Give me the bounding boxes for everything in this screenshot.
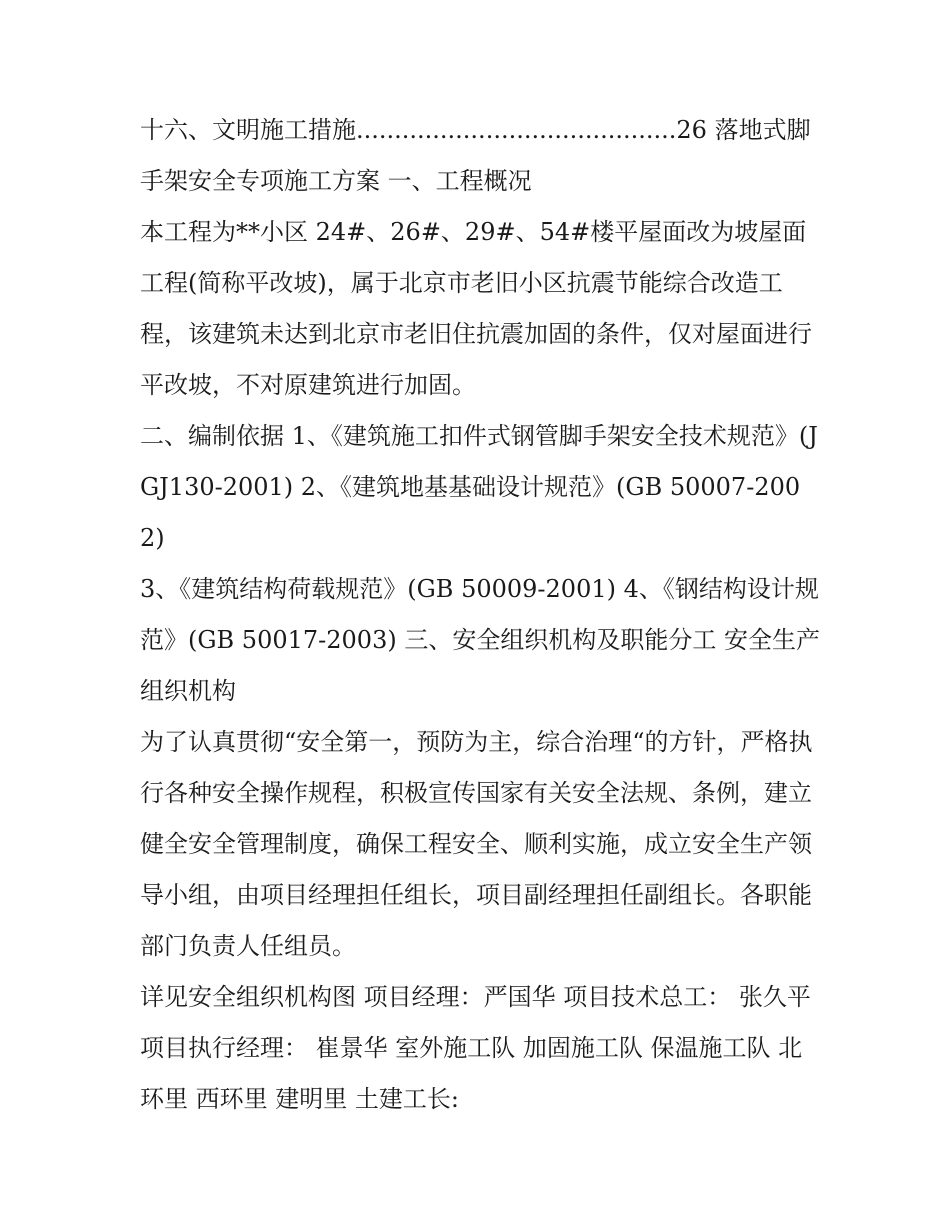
paragraph-org-chart: 详见安全组织机构图 项目经理：严国华 项目技术总工： 张久平 项目执行经理： 崔景华 室外施工队 加固施工队 保温施工队 北环里 西环里 建明里 土建工长: (140, 983, 811, 1113)
paragraph-basis-part-1: 二、编制依据 1、《建筑施工扣件式钢管脚手架安全技术规范》(JGJ130-2001) 2、《建筑地基基础设计规范》(GB 50007-2002) (140, 422, 818, 552)
paragraph-project-overview: 本工程为**小区 24#、26#、29#、54#楼平屋面改为坡屋面工程(简称平改坡)，属于北京市老旧小区抗震节能综合改造工程，该建筑未达到北京市老旧住抗震加固的条件，仅对屋面进行平改坡，不对原建筑进行加固。 (140, 218, 812, 399)
document-body (140, 105, 820, 1125)
paragraph-basis-part-2: 3、《建筑结构荷载规范》(GB 50009-2001) 4、《钢结构设计规范》(GB 50017-2003) 三、安全组织机构及职能分工 安全生产组织机构 (140, 575, 820, 705)
paragraph-safety-policy: 为了认真贯彻“安全第一，预防为主，综合治理“的方针，严格执行各种安全操作规程，积极宣传国家有关安全法规、条例，建立健全安全管理制度，确保工程安全、顺利实施，成立安全生产领导小组，由项目经理担任组长，项目副经理担任副组长。各职能部门负责人任组员。 (140, 728, 813, 960)
paragraph-toc-and-overview-heading: 十六、文明施工措施..........................................26 落地式脚手架安全专项施工方案 一、工程概况 (140, 116, 811, 195)
